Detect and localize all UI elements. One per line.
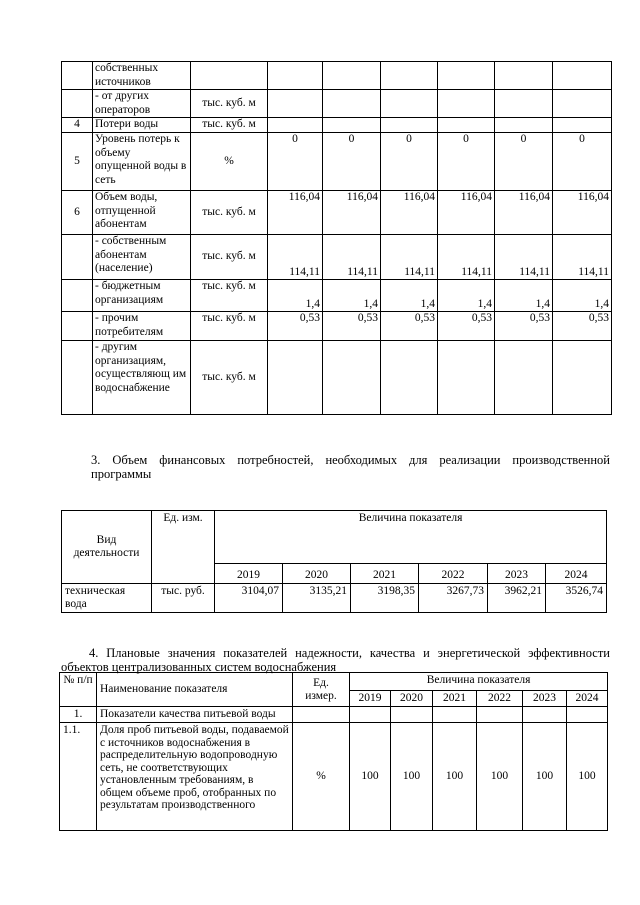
indicator-name: - от других операторов [93, 90, 191, 118]
row-number: 4 [62, 118, 93, 133]
value-cell: 116,04 [553, 191, 612, 235]
value-cell: 0,53 [268, 312, 323, 341]
value-cell: 100 [567, 723, 608, 831]
row-number [62, 90, 93, 118]
value-cell [268, 90, 323, 118]
table-row [62, 191, 612, 235]
value-cell [381, 341, 438, 415]
value-cell [438, 62, 495, 90]
indicator-name: - другим организациям, осуществляющ им водоснабжение [93, 341, 191, 415]
value-cell: 0,53 [438, 312, 495, 341]
value-cell: 0 [438, 133, 495, 191]
year-2022-header: 2022 [477, 691, 523, 707]
value-cell [323, 341, 381, 415]
value-cell: 116,04 [381, 191, 438, 235]
value-cell: 114,11 [495, 235, 553, 280]
row-number [62, 341, 93, 415]
value-cell: 0 [381, 133, 438, 191]
value-cell: 3962,21 [488, 584, 546, 613]
year-2020-header: 2020 [283, 564, 351, 584]
value-cell: 100 [477, 723, 523, 831]
value-cell [438, 341, 495, 415]
table-row [62, 235, 612, 280]
value-cell: 1,4 [323, 280, 381, 312]
value-cell: 114,11 [381, 235, 438, 280]
value-cell: 100 [433, 723, 477, 831]
indicator-name: Уровень потерь к объему опущенной воды в сеть [93, 133, 191, 191]
value-cell [381, 62, 438, 90]
value-cell: 0 [495, 133, 553, 191]
indicator-name: Потери воды [93, 118, 191, 133]
row-number: 1.1. [60, 723, 97, 831]
value-cell: 114,11 [323, 235, 381, 280]
value-cell: 116,04 [323, 191, 381, 235]
unit-cell: тыс. куб. м [191, 280, 268, 312]
value-cell [323, 62, 381, 90]
indicator-name: - прочим потребителям [93, 312, 191, 341]
section-3-heading: 3. Объем финансовых потребностей, необходимых для реализации производственной программы [91, 453, 610, 481]
table-row [62, 584, 607, 613]
unit-header: Ед. измер. [293, 673, 350, 707]
value-cell [495, 90, 553, 118]
group-name: Показатели качества питьевой воды [97, 707, 293, 723]
year-2021-header: 2021 [351, 564, 419, 584]
indicator-name-header: Наименование показателя [97, 673, 293, 707]
value-cell: 1,4 [438, 280, 495, 312]
table-row [62, 133, 612, 191]
value-cell [381, 118, 438, 133]
value-cell [495, 341, 553, 415]
year-2019-header: 2019 [350, 691, 391, 707]
table-row [62, 90, 612, 118]
indicator-name: - бюджетным организациям [93, 280, 191, 312]
financial-needs-table [61, 510, 607, 613]
value-cell [268, 118, 323, 133]
value-cell: 3526,74 [546, 584, 607, 613]
value-cell: 0,53 [381, 312, 438, 341]
value-cell [438, 118, 495, 133]
year-2023-header: 2023 [488, 564, 546, 584]
value-cell [553, 341, 612, 415]
unit-cell: тыс. куб. м [191, 312, 268, 341]
unit-cell: тыс. куб. м [191, 90, 268, 118]
table-row [62, 280, 612, 312]
unit-cell: % [293, 723, 350, 831]
table-row [60, 707, 608, 723]
value-cell: 0,53 [553, 312, 612, 341]
unit-cell: % [191, 133, 268, 191]
value-header: Величина показателя [215, 511, 607, 564]
value-cell [495, 62, 553, 90]
value-cell [553, 90, 612, 118]
value-cell: 100 [391, 723, 433, 831]
value-cell: 100 [523, 723, 567, 831]
value-cell: 116,04 [268, 191, 323, 235]
value-cell: 3198,35 [351, 584, 419, 613]
value-cell: 0,53 [323, 312, 381, 341]
row-number [62, 62, 93, 90]
row-number: 5 [62, 133, 93, 191]
value-cell [438, 90, 495, 118]
value-cell: 0 [323, 133, 381, 191]
indicator-name: Доля проб питьевой воды, подаваемой с источников водоснабжения в распределительную водопроводную сеть, не соответствующих установленным требованиям, в общем объеме проб, отобранных по результатам производственного [97, 723, 293, 831]
group-number: 1. [60, 707, 97, 723]
value-cell: 114,11 [268, 235, 323, 280]
table-row [62, 62, 612, 90]
unit-cell: тыс. куб. м [191, 341, 268, 415]
year-2024-header: 2024 [567, 691, 608, 707]
table-row [62, 312, 612, 341]
value-cell: 3104,07 [215, 584, 283, 613]
table-row [60, 723, 608, 831]
value-cell: 1,4 [495, 280, 553, 312]
value-cell [553, 118, 612, 133]
value-header: Величина показателя [350, 673, 608, 691]
row-number [62, 280, 93, 312]
unit-cell [191, 62, 268, 90]
year-2024-header: 2024 [546, 564, 607, 584]
year-2023-header: 2023 [523, 691, 567, 707]
reliability-indicators-table [59, 672, 608, 831]
water-balance-table [61, 61, 612, 415]
value-cell: 114,11 [553, 235, 612, 280]
year-2022-header: 2022 [419, 564, 488, 584]
activity-cell: техническая вода [62, 584, 152, 613]
value-cell [323, 90, 381, 118]
row-number [62, 235, 93, 280]
unit-cell: тыс. куб. м [191, 191, 268, 235]
value-cell: 116,04 [438, 191, 495, 235]
value-cell: 3135,21 [283, 584, 351, 613]
value-cell: 3267,73 [419, 584, 488, 613]
value-cell: 1,4 [553, 280, 612, 312]
value-cell [381, 90, 438, 118]
activity-header: Вид деятельности [62, 511, 152, 584]
value-cell: 114,11 [438, 235, 495, 280]
unit-cell: тыс. куб. м [191, 235, 268, 280]
year-2019-header: 2019 [215, 564, 283, 584]
value-cell: 0 [553, 133, 612, 191]
value-cell: 1,4 [268, 280, 323, 312]
row-number: 6 [62, 191, 93, 235]
value-cell [323, 118, 381, 133]
value-cell [495, 118, 553, 133]
indicator-name: собственных источников [93, 62, 191, 90]
value-cell: 116,04 [495, 191, 553, 235]
value-cell: 100 [350, 723, 391, 831]
indicator-name: Объем воды, отпущенной абонентам [93, 191, 191, 235]
unit-cell: тыс. руб. [152, 584, 215, 613]
value-cell [268, 62, 323, 90]
year-2021-header: 2021 [433, 691, 477, 707]
indicator-name: - собственным абонентам (население) [93, 235, 191, 280]
table-row [62, 118, 612, 133]
value-cell: 1,4 [381, 280, 438, 312]
value-cell: 0 [268, 133, 323, 191]
row-number [62, 312, 93, 341]
unit-cell: тыс. куб. м [191, 118, 268, 133]
value-cell [553, 62, 612, 90]
number-header: № п/п [60, 673, 97, 707]
year-2020-header: 2020 [391, 691, 433, 707]
section-4-heading: 4. Плановые значения показателей надежности, качества и энергетической эффективности объектов централизованных систем водоснабжения [61, 646, 610, 674]
table-row [62, 341, 612, 415]
unit-header: Ед. изм. [152, 511, 215, 584]
value-cell: 0,53 [495, 312, 553, 341]
value-cell [268, 341, 323, 415]
